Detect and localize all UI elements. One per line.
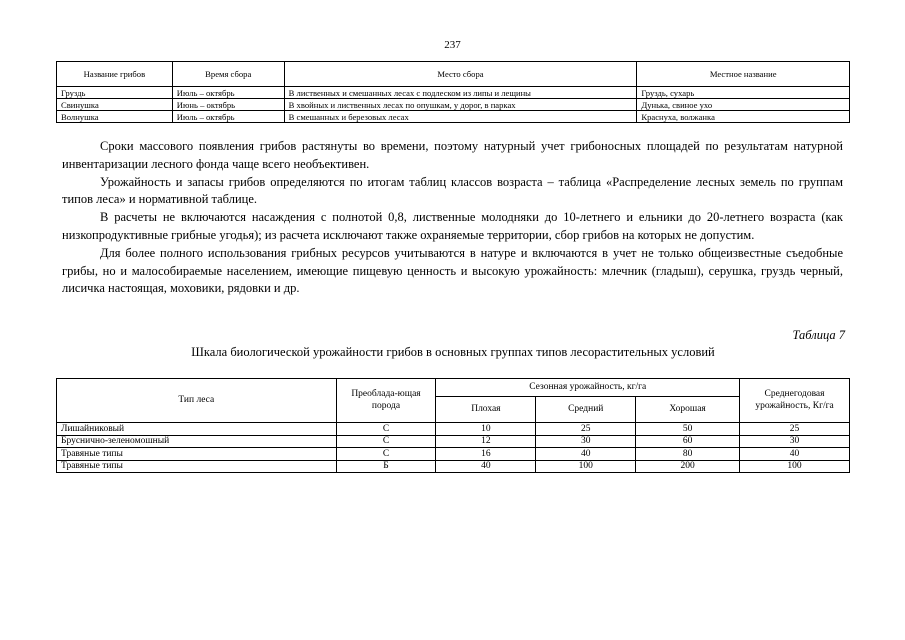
table-cell: 30 <box>740 435 850 448</box>
header-medium: Средний <box>536 397 636 423</box>
table-cell: 60 <box>636 435 740 448</box>
table-cell: 25 <box>740 423 850 436</box>
table-header-row <box>57 62 850 87</box>
paragraph: Сроки массового появления грибов растянуты во времени, поэтому натурный учет грибоносных площадей по результатам натурной инвентаризации лесного фонда чаще всего необъективен. <box>62 139 843 171</box>
table-cell: Груздь <box>57 87 173 99</box>
header-local-name: Местное название <box>637 62 850 87</box>
table-cell: Краснуха, волжанка <box>637 111 850 123</box>
table-cell: Дунька, свиное ухо <box>637 99 850 111</box>
table-cell: Груздь, сухарь <box>637 87 850 99</box>
table-row <box>57 435 850 448</box>
table-cell: В смешанных и березовых лесах <box>284 111 637 123</box>
table-header-row <box>57 379 850 397</box>
paragraph: Для более полного использования грибных ресурсов учитываются в натуре и включаются в учет не только общеизвестные съедобные грибы, но и малособираемые населением, имеющие пищевую ценность и высокую урожайность: млечник (гладыш), серушка, груздь черный, лисичка настоящая, моховики, рядовки и др. <box>62 245 843 296</box>
table-cell: 16 <box>436 448 536 461</box>
table-cell: В хвойных и лиственных лесах по опушкам, у дорог, в парках <box>284 99 637 111</box>
table-cell: Свинушка <box>57 99 173 111</box>
table-cell: С <box>336 423 436 436</box>
table-cell: Травяные типы <box>57 448 337 461</box>
table-title: Шкала биологической урожайности грибов в основных группах типов лесорастительных условий <box>191 345 715 359</box>
header-dominant-species: Преоблада-ющая порода <box>336 379 436 423</box>
table-cell: Волнушка <box>57 111 173 123</box>
header-seasonal-yield: Сезонная урожайность, кг/га <box>436 379 740 397</box>
table-cell: 12 <box>436 435 536 448</box>
table-cell: С <box>336 435 436 448</box>
table-caption: Таблица 7 <box>792 328 845 342</box>
header-good: Хорошая <box>636 397 740 423</box>
table-cell: 200 <box>636 460 740 473</box>
body-text <box>62 138 843 298</box>
table-row <box>57 448 850 461</box>
table-cell: 80 <box>636 448 740 461</box>
table-cell: 100 <box>536 460 636 473</box>
table-cell: Июнь – октябрь <box>172 99 284 111</box>
header-bad: Плохая <box>436 397 536 423</box>
header-collection-time: Время сбора <box>172 62 284 87</box>
table-cell: 25 <box>536 423 636 436</box>
table-cell: Б <box>336 460 436 473</box>
header-collection-place: Место сбора <box>284 62 637 87</box>
table-row <box>57 99 850 111</box>
table-cell: Июль – октябрь <box>172 111 284 123</box>
header-mushroom-name: Название грибов <box>57 62 173 87</box>
table-row <box>57 423 850 436</box>
table-cell: Лишайниковый <box>57 423 337 436</box>
mushroom-collection-table <box>56 61 850 123</box>
paragraph: В расчеты не включаются насаждения с полнотой 0,8, лиственные молодняки до 10-летнего и ельники до 20-летнего возраста (как низкопродуктивные грибные угодья); из расчета исключают также охраняемые территории, сбор грибов на которых не допустим. <box>62 210 843 242</box>
table-cell: Травяные типы <box>57 460 337 473</box>
mushroom-yield-table <box>56 378 850 473</box>
table-cell: 50 <box>636 423 740 436</box>
table-cell: 10 <box>436 423 536 436</box>
table-cell: 40 <box>436 460 536 473</box>
table-cell: 40 <box>536 448 636 461</box>
table-cell: В лиственных и смешанных лесах с подлеском из липы и лещины <box>284 87 637 99</box>
paragraph: Урожайность и запасы грибов определяются по итогам таблиц классов возраста – таблица «Распределение лесных земель по группам типов леса» и нормативной таблице. <box>62 174 843 207</box>
page-number: 237 <box>444 39 461 51</box>
table-cell: 40 <box>740 448 850 461</box>
header-average-yield: Среднегодовая урожайность, Кг/га <box>740 379 850 423</box>
header-forest-type: Тип леса <box>57 379 337 423</box>
table-row <box>57 111 850 123</box>
table-row <box>57 87 850 99</box>
table-cell: С <box>336 448 436 461</box>
table-row <box>57 460 850 473</box>
table-cell: 100 <box>740 460 850 473</box>
table-cell: Июль – октябрь <box>172 87 284 99</box>
table-cell: Бруснично-зеленомошный <box>57 435 337 448</box>
table-cell: 30 <box>536 435 636 448</box>
